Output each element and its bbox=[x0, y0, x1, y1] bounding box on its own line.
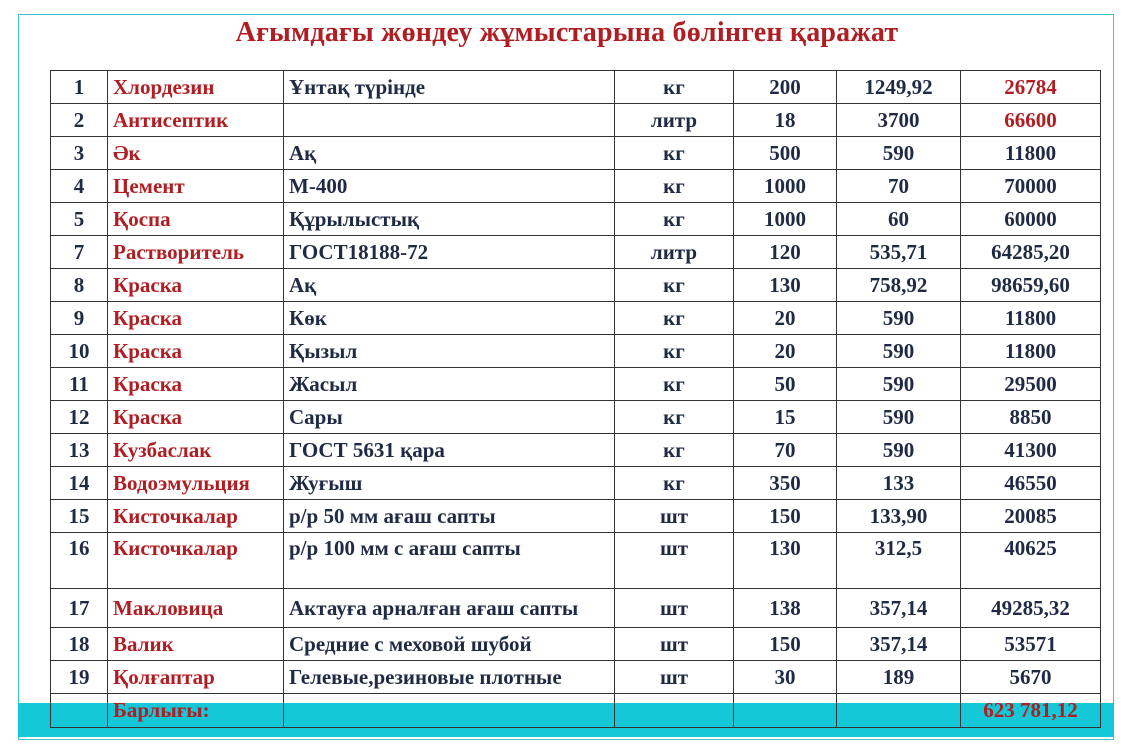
item-name: Краска bbox=[108, 302, 284, 335]
item-description: Құрылыстық bbox=[284, 203, 615, 236]
item-description: Ақ bbox=[284, 137, 615, 170]
item-quantity: 200 bbox=[734, 71, 837, 104]
item-quantity: 70 bbox=[734, 434, 837, 467]
item-description: Ұнтақ түрінде bbox=[284, 71, 615, 104]
item-sum: 11800 bbox=[961, 335, 1101, 368]
item-quantity: 150 bbox=[734, 500, 837, 533]
item-sum: 53571 bbox=[961, 628, 1101, 661]
item-unit: кг bbox=[615, 203, 734, 236]
item-description: Сары bbox=[284, 401, 615, 434]
table-row bbox=[51, 628, 1101, 661]
item-unit: кг bbox=[615, 302, 734, 335]
table-row bbox=[51, 302, 1101, 335]
row-number: 2 bbox=[51, 104, 108, 137]
table-row bbox=[51, 104, 1101, 137]
table-row bbox=[51, 203, 1101, 236]
table-row bbox=[51, 236, 1101, 269]
table-row bbox=[51, 368, 1101, 401]
item-name: Краска bbox=[108, 401, 284, 434]
item-price: 590 bbox=[837, 368, 961, 401]
item-price: 590 bbox=[837, 335, 961, 368]
table-row bbox=[51, 269, 1101, 302]
table-row bbox=[51, 137, 1101, 170]
row-number: 1 bbox=[51, 71, 108, 104]
item-name: Кузбаслак bbox=[108, 434, 284, 467]
item-description: Көк bbox=[284, 302, 615, 335]
row-number: 5 bbox=[51, 203, 108, 236]
item-name: Хлордезин bbox=[108, 71, 284, 104]
item-unit: кг bbox=[615, 137, 734, 170]
item-sum: 11800 bbox=[961, 302, 1101, 335]
row-number: 12 bbox=[51, 401, 108, 434]
item-price: 133 bbox=[837, 467, 961, 500]
item-price: 590 bbox=[837, 137, 961, 170]
item-name: Антисептик bbox=[108, 104, 284, 137]
item-price: 758,92 bbox=[837, 269, 961, 302]
item-description bbox=[284, 104, 615, 137]
item-unit: шт bbox=[615, 589, 734, 628]
item-sum: 64285,20 bbox=[961, 236, 1101, 269]
table-row bbox=[51, 661, 1101, 694]
item-quantity: 150 bbox=[734, 628, 837, 661]
item-description: ГОСТ18188-72 bbox=[284, 236, 615, 269]
item-name: Әк bbox=[108, 137, 284, 170]
item-quantity: 130 bbox=[734, 269, 837, 302]
item-price: 133,90 bbox=[837, 500, 961, 533]
item-unit: кг bbox=[615, 401, 734, 434]
item-quantity: 500 bbox=[734, 137, 837, 170]
item-name: Цемент bbox=[108, 170, 284, 203]
table-row bbox=[51, 335, 1101, 368]
item-sum: 8850 bbox=[961, 401, 1101, 434]
item-sum: 60000 bbox=[961, 203, 1101, 236]
row-number: 16 bbox=[51, 533, 108, 589]
item-name: Кисточкалар bbox=[108, 500, 284, 533]
item-description: Актауға арналған ағаш сапты bbox=[284, 589, 615, 628]
item-unit: кг bbox=[615, 269, 734, 302]
item-quantity: 15 bbox=[734, 401, 837, 434]
table-row bbox=[51, 467, 1101, 500]
item-name: Водоэмульция bbox=[108, 467, 284, 500]
item-sum: 26784 bbox=[961, 71, 1101, 104]
item-quantity: 1000 bbox=[734, 170, 837, 203]
item-description: Гелевые,резиновые плотные bbox=[284, 661, 615, 694]
item-sum: 11800 bbox=[961, 137, 1101, 170]
item-sum: 66600 bbox=[961, 104, 1101, 137]
item-unit: шт bbox=[615, 533, 734, 589]
table-row bbox=[51, 71, 1101, 104]
total-sum: 623 781,12 bbox=[961, 694, 1101, 728]
item-unit: шт bbox=[615, 500, 734, 533]
row-number: 11 bbox=[51, 368, 108, 401]
item-sum: 70000 bbox=[961, 170, 1101, 203]
item-unit: кг bbox=[615, 170, 734, 203]
item-unit: кг bbox=[615, 71, 734, 104]
item-sum: 29500 bbox=[961, 368, 1101, 401]
item-unit: кг bbox=[615, 467, 734, 500]
item-sum: 46550 bbox=[961, 467, 1101, 500]
item-description: Жасыл bbox=[284, 368, 615, 401]
item-name: Краска bbox=[108, 269, 284, 302]
item-description: Қызыл bbox=[284, 335, 615, 368]
item-price: 3700 bbox=[837, 104, 961, 137]
total-empty-cell bbox=[837, 694, 961, 728]
item-unit: литр bbox=[615, 104, 734, 137]
item-quantity: 350 bbox=[734, 467, 837, 500]
row-number: 3 bbox=[51, 137, 108, 170]
item-price: 70 bbox=[837, 170, 961, 203]
total-empty-cell bbox=[51, 694, 108, 728]
item-name: Краска bbox=[108, 335, 284, 368]
item-quantity: 120 bbox=[734, 236, 837, 269]
row-number: 8 bbox=[51, 269, 108, 302]
item-sum: 98659,60 bbox=[961, 269, 1101, 302]
item-description: р/р 50 мм ағаш сапты bbox=[284, 500, 615, 533]
row-number: 7 bbox=[51, 236, 108, 269]
item-quantity: 50 bbox=[734, 368, 837, 401]
item-unit: литр bbox=[615, 236, 734, 269]
row-number: 14 bbox=[51, 467, 108, 500]
row-number: 4 bbox=[51, 170, 108, 203]
item-sum: 49285,32 bbox=[961, 589, 1101, 628]
item-unit: шт bbox=[615, 628, 734, 661]
item-price: 590 bbox=[837, 434, 961, 467]
item-price: 357,14 bbox=[837, 628, 961, 661]
slide-title: Ағымдағы жөндеу жұмыстарына бөлінген қаражат bbox=[235, 17, 899, 48]
table-row bbox=[51, 401, 1101, 434]
table-row bbox=[51, 434, 1101, 467]
item-price: 312,5 bbox=[837, 533, 961, 589]
item-description: Жуғыш bbox=[284, 467, 615, 500]
item-name: Валик bbox=[108, 628, 284, 661]
total-empty-cell bbox=[284, 694, 615, 728]
item-sum: 5670 bbox=[961, 661, 1101, 694]
total-label: Барлығы: bbox=[108, 694, 284, 728]
table-row bbox=[51, 533, 1101, 589]
item-description: Ақ bbox=[284, 269, 615, 302]
item-quantity: 20 bbox=[734, 302, 837, 335]
item-quantity: 18 bbox=[734, 104, 837, 137]
item-price: 357,14 bbox=[837, 589, 961, 628]
row-number: 18 bbox=[51, 628, 108, 661]
item-quantity: 30 bbox=[734, 661, 837, 694]
item-name: Краска bbox=[108, 368, 284, 401]
row-number: 17 bbox=[51, 589, 108, 628]
item-sum: 20085 bbox=[961, 500, 1101, 533]
item-price: 590 bbox=[837, 302, 961, 335]
item-unit: кг bbox=[615, 434, 734, 467]
item-sum: 40625 bbox=[961, 533, 1101, 589]
row-number: 13 bbox=[51, 434, 108, 467]
table-row bbox=[51, 170, 1101, 203]
item-name: Қоспа bbox=[108, 203, 284, 236]
item-unit: кг bbox=[615, 335, 734, 368]
item-sum: 41300 bbox=[961, 434, 1101, 467]
budget-table bbox=[50, 70, 1101, 728]
item-price: 1249,92 bbox=[837, 71, 961, 104]
item-name: Қолғаптар bbox=[108, 661, 284, 694]
item-quantity: 138 bbox=[734, 589, 837, 628]
table-row bbox=[51, 500, 1101, 533]
total-row bbox=[51, 694, 1101, 728]
row-number: 9 bbox=[51, 302, 108, 335]
item-name: Кисточкалар bbox=[108, 533, 284, 589]
item-price: 535,71 bbox=[837, 236, 961, 269]
item-price: 189 bbox=[837, 661, 961, 694]
item-unit: шт bbox=[615, 661, 734, 694]
item-name: Растворитель bbox=[108, 236, 284, 269]
item-description: Средние с меховой шубой bbox=[284, 628, 615, 661]
item-description: М-400 bbox=[284, 170, 615, 203]
item-description: ГОСТ 5631 қара bbox=[284, 434, 615, 467]
item-quantity: 20 bbox=[734, 335, 837, 368]
item-price: 590 bbox=[837, 401, 961, 434]
row-number: 19 bbox=[51, 661, 108, 694]
item-price: 60 bbox=[837, 203, 961, 236]
total-empty-cell bbox=[734, 694, 837, 728]
table-row bbox=[51, 589, 1101, 628]
item-name: Макловица bbox=[108, 589, 284, 628]
item-quantity: 1000 bbox=[734, 203, 837, 236]
row-number: 15 bbox=[51, 500, 108, 533]
item-description: р/р 100 мм с ағаш сапты bbox=[284, 533, 615, 589]
row-number: 10 bbox=[51, 335, 108, 368]
item-unit: кг bbox=[615, 368, 734, 401]
total-empty-cell bbox=[615, 694, 734, 728]
item-quantity: 130 bbox=[734, 533, 837, 589]
